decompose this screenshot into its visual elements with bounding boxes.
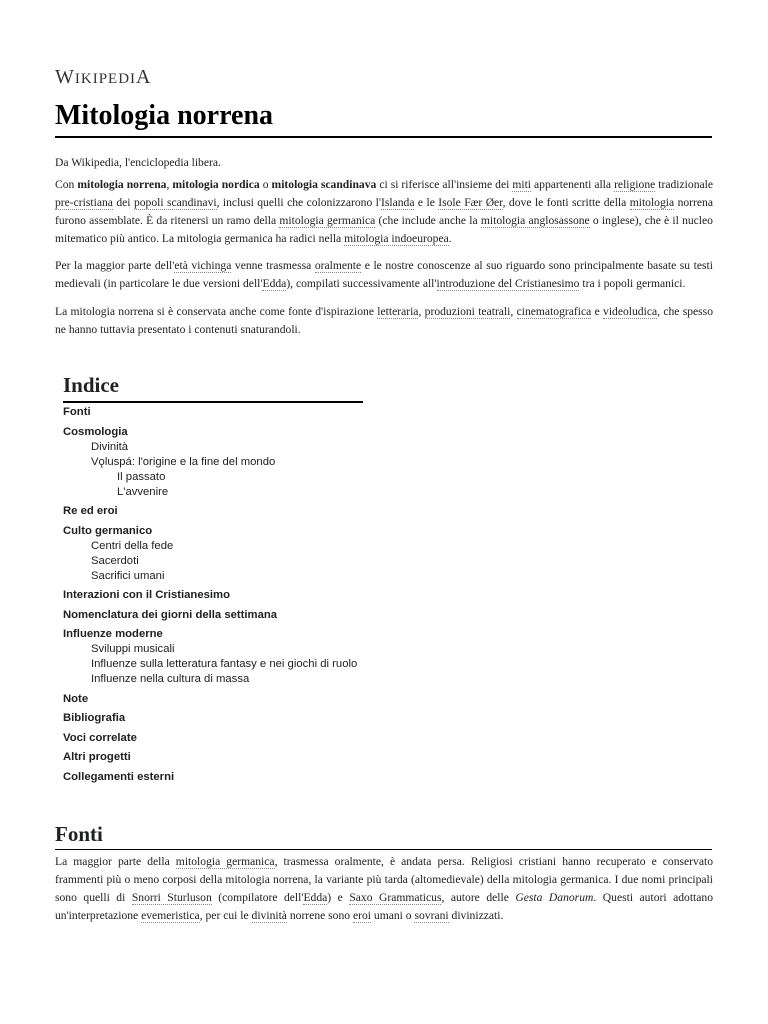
text-run: , <box>418 305 425 318</box>
toc-subitem[interactable] <box>91 554 383 569</box>
toc-title: Indice <box>63 373 363 403</box>
text-run: ci si riferisce all'insieme dei <box>376 178 513 191</box>
toc-item[interactable] <box>63 524 383 584</box>
wiki-link[interactable]: divinità <box>251 909 287 922</box>
toc-item-label[interactable]: Influenze nella cultura di massa <box>91 673 250 685</box>
toc-item-label[interactable]: Influenze sulla letteratura fantasy e nei giochi di ruolo <box>91 658 358 670</box>
wiki-link[interactable]: mitologia germanica <box>279 214 376 227</box>
toc-subitem[interactable] <box>91 569 383 584</box>
toc-item-label[interactable]: Bibliografia <box>63 712 126 724</box>
toc-item[interactable] <box>63 750 383 765</box>
wiki-link[interactable]: Saxo Grammaticus <box>349 891 442 904</box>
toc-item-label[interactable]: Note <box>63 692 89 705</box>
wiki-link[interactable]: Islanda <box>381 196 415 209</box>
toc-subitem[interactable] <box>91 642 383 657</box>
wiki-link[interactable]: eroi <box>352 909 371 922</box>
toc-item-label[interactable]: Altri progetti <box>63 751 131 763</box>
text-run: La maggior parte della <box>55 855 176 868</box>
section-heading-fonti: Fonti <box>55 822 712 850</box>
text-run: La mitologia norrena si è conservata anche come fonte d'ispirazione <box>55 305 378 318</box>
toc-subitem[interactable] <box>117 470 383 485</box>
toc-subitem[interactable] <box>91 539 383 554</box>
text-run: , per cui le <box>199 909 252 922</box>
toc-subitem[interactable] <box>91 440 383 455</box>
bold-term: mitologia norrena <box>77 178 167 191</box>
toc-item-label[interactable]: L'avvenire <box>117 485 169 498</box>
italic-title: Gesta Danorum <box>515 891 594 904</box>
toc-subitem[interactable] <box>91 657 383 672</box>
bold-term: mitologia nordica <box>172 178 260 191</box>
text-run: norrena furono assemblate. È da ritenersi un ramo della <box>55 196 713 227</box>
toc-item-label[interactable]: Collegamenti esterni <box>63 770 175 783</box>
text-run: norrene sono <box>286 909 353 922</box>
toc-item[interactable] <box>63 711 383 726</box>
text-run: dei <box>112 196 134 209</box>
text-run: ), compilati successivamente all' <box>286 277 437 290</box>
bold-term: mitologia scandinava <box>271 178 377 191</box>
wiki-link[interactable]: mitologia anglosassone <box>480 214 590 227</box>
wiki-link[interactable]: videoludica <box>603 305 658 318</box>
text-run: tra i popoli germanici. <box>579 277 686 290</box>
text-run: , dove le fonti scritte della <box>502 196 630 209</box>
wiki-link[interactable]: religione <box>614 178 656 191</box>
toc-item-label[interactable]: Sviluppi musicali <box>91 643 175 655</box>
toc-item-label[interactable]: Influenze moderne <box>63 628 163 640</box>
wiki-link[interactable]: oralmente <box>314 259 362 272</box>
toc-item[interactable] <box>63 425 383 500</box>
toc-item-label[interactable]: Interazioni con il Cristianesimo <box>63 589 230 601</box>
toc-subitem[interactable] <box>91 455 383 500</box>
wikipedia-logo[interactable] <box>55 66 152 89</box>
toc-item-label[interactable]: Fonti <box>63 406 91 418</box>
toc-item-label[interactable]: Sacerdoti <box>91 554 139 567</box>
text-run: Con <box>55 178 78 191</box>
text-run: e le nostre conoscenze al suo riguardo sono principalmente basate su testi medievali (in particolare le due versioni dell' <box>55 259 713 290</box>
text-run: . <box>448 232 452 245</box>
text-run: , <box>166 178 173 191</box>
wiki-link[interactable]: mitologia <box>629 196 675 209</box>
toc-item-label[interactable]: Divinità <box>91 440 129 453</box>
wiki-link[interactable]: età vichinga <box>174 259 232 272</box>
text-run: o <box>259 178 272 191</box>
toc-item-label[interactable]: Re ed eroi <box>63 505 118 517</box>
intro-paragraph-1 <box>55 176 713 248</box>
text-run: Per la maggior parte dell' <box>55 259 175 272</box>
toc-sublist <box>63 440 383 500</box>
toc-item[interactable] <box>63 770 383 785</box>
fonti-paragraph <box>55 853 713 925</box>
text-run: tradizionale <box>655 178 714 191</box>
wiki-link[interactable]: pre-cristiana <box>55 196 113 209</box>
toc-item-label[interactable]: Voci correlate <box>63 731 137 744</box>
logo-letter-w: W <box>55 66 75 88</box>
text-run: , inclusi quelli che colonizzarono l' <box>216 196 381 209</box>
text-run: , <box>510 305 517 318</box>
text-run: e le <box>414 196 439 209</box>
table-of-contents <box>63 405 383 785</box>
text-run: e <box>591 305 604 318</box>
toc-item[interactable] <box>63 731 383 746</box>
text-run: ) e <box>327 891 350 904</box>
tagline: Da Wikipedia, l'enciclopedia libera. <box>55 156 221 169</box>
wiki-link[interactable]: sovrani <box>414 909 449 922</box>
text-run: , trasmessa oralmente, è andata persa. Religiosi cristiani hanno recuperato e conservato frammenti più o meno corposi della mitologia norrena, la variante più tarda (altomedievale) della mitologia germanica. I due nomi principali sono quelli di <box>55 855 713 904</box>
wiki-link[interactable]: miti <box>512 178 532 191</box>
toc-item[interactable] <box>63 627 383 687</box>
toc-item[interactable] <box>63 608 383 623</box>
wiki-link[interactable]: Isole Fær Øer <box>438 196 503 209</box>
toc-item[interactable] <box>63 504 383 519</box>
wiki-link[interactable]: mitologia germanica <box>175 855 275 868</box>
wiki-link[interactable]: Snorri Sturluson <box>131 891 212 904</box>
wiki-link[interactable]: produzioni teatrali <box>424 305 511 318</box>
toc-sublist <box>63 642 383 687</box>
toc-item[interactable] <box>63 405 383 420</box>
text-run: appartenenti alla <box>531 178 615 191</box>
intro-paragraph-2 <box>55 257 713 293</box>
toc-item[interactable] <box>63 692 383 707</box>
toc-item-label[interactable]: Sacrifici umani <box>91 569 165 582</box>
wiki-link[interactable]: Edda <box>303 891 328 904</box>
page-title: Mitologia norrena <box>55 100 712 138</box>
wiki-link[interactable]: Edda <box>262 277 287 290</box>
wiki-link[interactable]: popoli scandinavi <box>133 196 217 209</box>
toc-item-label[interactable]: Vǫluspá: l'origine e la fine del mondo <box>91 455 276 468</box>
text-run: divinizzati. <box>448 909 504 922</box>
toc-subitem[interactable] <box>117 485 383 500</box>
toc-item-label[interactable]: Cosmologia <box>63 425 128 438</box>
toc-item-label[interactable]: Il passato <box>117 470 166 483</box>
text-run: venne trasmessa <box>231 259 315 272</box>
intro-paragraph-3 <box>55 303 713 339</box>
toc-item[interactable] <box>63 588 383 603</box>
toc-item-label[interactable]: Nomenclatura dei giorni della settimana <box>63 608 278 621</box>
wiki-link[interactable]: evemeristica <box>141 909 200 922</box>
wiki-link[interactable]: cinematografica <box>516 305 592 318</box>
wiki-link[interactable]: introduzione del Cristianesimo <box>436 277 580 290</box>
logo-letter-a: A <box>136 66 152 88</box>
text-run: . Questi autori adottano un'interpretazione <box>55 891 714 922</box>
text-run: (compilatore dell' <box>211 891 304 904</box>
text-run: , autore delle <box>441 891 516 904</box>
text-run: , che spesso ne hanno tuttavia presentato i contenuti snaturandoli. <box>55 305 713 336</box>
text-run: umani o <box>371 909 415 922</box>
wiki-link[interactable]: letteraria <box>377 305 419 318</box>
text-run: (che include anche la <box>375 214 481 227</box>
toc-item-label[interactable]: Culto germanico <box>63 524 153 537</box>
toc-item-label[interactable]: Centri della fede <box>91 539 174 552</box>
toc-sublist <box>63 539 383 584</box>
wiki-link[interactable]: mitologia indoeuropea <box>344 232 449 245</box>
toc-sublist <box>91 470 383 500</box>
toc-subitem[interactable] <box>91 672 383 687</box>
text-run: o inglese), che è il nucleo mitematico più antico. La mitologia germanica ha radici nella <box>55 214 713 245</box>
logo-letters: IKIPEDI <box>74 71 137 87</box>
